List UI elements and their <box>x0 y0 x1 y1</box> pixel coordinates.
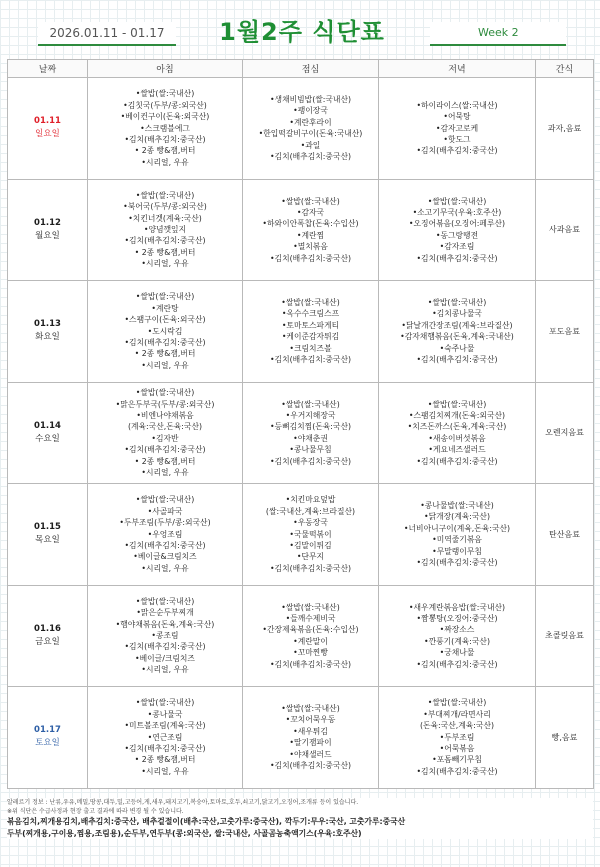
lunch-item: •케이준감자튀김 <box>281 332 340 342</box>
snack-cell: 과자,음료 <box>536 78 594 180</box>
table-header-row <box>8 60 594 78</box>
lunch-item: •새우튀김 <box>293 726 328 736</box>
column-header-lunch: 점심 <box>243 60 379 78</box>
breakfast-cell <box>88 179 243 281</box>
dinner-item: •쌀밥(쌀:국내산) <box>427 399 487 409</box>
breakfast-item: •베이글&크림치즈 <box>133 552 197 562</box>
lunch-item: •김치(배추김치:중국산) <box>269 253 352 263</box>
dinner-item: •쌀밥(쌀:국내산) <box>427 698 487 708</box>
page-header <box>0 0 600 52</box>
lunch-item: •김치(배추김치:중국산) <box>269 456 352 466</box>
lunch-item: •딸기잼파이 <box>289 738 332 748</box>
breakfast-cell <box>88 382 243 484</box>
breakfast-item: •김치(배추김치:중국산) <box>124 236 206 246</box>
dinner-item: •오징어볶음(오징어:페루산) <box>408 219 506 229</box>
breakfast-item: •시리얼, 우유 <box>141 563 189 573</box>
dinner-item: (돈육:국산,계육:국산) <box>419 721 495 731</box>
dinner-item: •새송이버섯볶음 <box>428 433 486 443</box>
dinner-item: •부대찌개/라면사리 <box>423 709 491 719</box>
lunch-cell <box>243 382 379 484</box>
column-header-dinner: 저녁 <box>379 60 536 78</box>
breakfast-item: • 2종 빵&잼,버터 <box>134 146 196 156</box>
dinner-item: •닭날개간장조림(계육:브라질산) <box>401 320 513 330</box>
day-date: 01.12 <box>34 217 61 228</box>
lunch-item: •우거지해장국 <box>285 410 336 420</box>
dinner-item: •김치(배추김치:중국산) <box>416 355 498 365</box>
lunch-item: •김치(배추김치:중국산) <box>269 659 352 669</box>
breakfast-item: •시리얼, 우유 <box>141 360 189 370</box>
dinner-item: •김치(배추김치:중국산) <box>416 456 498 466</box>
footer-notes <box>7 798 593 839</box>
dinner-item: •쌀밥(쌀:국내산) <box>427 196 487 206</box>
dinner-cell <box>379 78 536 180</box>
breakfast-item: •김치(배추김치:중국산) <box>124 540 206 550</box>
lunch-item: •들깨수제비국 <box>285 613 336 623</box>
dinner-item: •동그랑땡전 <box>435 230 479 240</box>
snack-cell: 초콜릿음료 <box>536 585 594 687</box>
breakfast-item: •맑은순두부찌개 <box>136 608 194 618</box>
dinner-item: •어묵볶음 <box>439 743 475 753</box>
dinner-item: •짜장소스 <box>439 625 475 635</box>
breakfast-item: •쌀밥(쌀:국내산) <box>135 596 195 606</box>
lunch-item: •김말이튀김 <box>289 540 332 550</box>
snack-cell: 사과음료 <box>536 179 594 281</box>
dinner-item: •핫도그 <box>443 134 471 144</box>
dinner-item: •스팸김치찌개(돈육:외국산) <box>408 410 506 420</box>
breakfast-item: •맑은두부국(두부/콩:외국산) <box>115 399 215 409</box>
lunch-item: •치킨마요덮밥 <box>285 495 336 505</box>
breakfast-item: •양념깻잎지 <box>143 225 187 235</box>
breakfast-item: •연근조림 <box>147 732 183 742</box>
snack-cell: 탄산음료 <box>536 484 594 586</box>
breakfast-item: • 2종 빵&잼,버터 <box>134 349 196 359</box>
breakfast-item: •시리얼, 우유 <box>141 259 189 269</box>
breakfast-item: •김치(배추김치:중국산) <box>124 337 206 347</box>
day-cell <box>8 281 88 383</box>
lunch-item: •팽이장국 <box>293 106 328 116</box>
lunch-cell <box>243 687 379 789</box>
lunch-item: •김치(배추김치:중국산) <box>269 563 352 573</box>
breakfast-item: •쌀밥(쌀:국내산) <box>135 388 195 398</box>
snack-cell: 포도음료 <box>536 281 594 383</box>
day-date: 01.17 <box>34 725 61 736</box>
lunch-item: •꼬치어묵우동 <box>285 715 336 725</box>
lunch-item: •쌀밥(쌀:국내산) <box>281 704 340 714</box>
lunch-cell <box>243 484 379 586</box>
lunch-item: •크림치즈볼 <box>289 343 332 353</box>
dinner-item: •게요네즈샐러드 <box>428 445 486 455</box>
dinner-item: •새우계란볶음밥(쌀:국내산) <box>408 602 506 612</box>
dinner-cell <box>379 179 536 281</box>
table-row <box>8 382 594 484</box>
breakfast-item: •시리얼, 우유 <box>141 467 189 477</box>
breakfast-item: •스팸구이(돈육:외국산) <box>124 315 206 325</box>
table-row <box>8 687 594 789</box>
day-date: 01.14 <box>34 420 61 431</box>
lunch-item: •야채샐러드 <box>289 749 332 759</box>
origin-info-kimchi: 볶음김치,찌개용김치,배추김치:중국산, 배추겉절이(배추:국산,고춧가루:중국산), 깍두기:무우:국산, 고춧가루:중국산 <box>7 817 406 826</box>
breakfast-item: •베이컨구이(돈육:외국산) <box>120 112 210 122</box>
breakfast-item: •김칫국(두부/콩:외국산) <box>123 100 207 110</box>
breakfast-item: (계육:국산,돈육:국산) <box>127 422 203 432</box>
snack-cell: 오렌지음료 <box>536 382 594 484</box>
breakfast-item: •계란탕 <box>151 303 179 313</box>
column-header-snack: 간식 <box>536 60 594 78</box>
breakfast-item: •쌀밥(쌀:국내산) <box>135 89 195 99</box>
day-weekday: 목요일 <box>35 535 60 546</box>
lunch-item: •감자국 <box>296 207 325 217</box>
breakfast-cell <box>88 281 243 383</box>
table-row <box>8 484 594 586</box>
lunch-item: •토마토스파게티 <box>281 320 340 330</box>
lunch-item: •간장제육볶음(돈육:수입산) <box>262 625 359 635</box>
day-weekday: 일요일 <box>35 129 60 140</box>
lunch-cell <box>243 281 379 383</box>
breakfast-item: •쌀밥(쌀:국내산) <box>135 495 195 505</box>
lunch-item: •쌀밥(쌀:국내산) <box>281 399 340 409</box>
dinner-item: •어묵탕 <box>443 112 471 122</box>
snack-cell: 빵,음료 <box>536 687 594 789</box>
lunch-item: •하와이안폭찹(돈육:수입산) <box>262 219 359 229</box>
breakfast-item: •콩나물국 <box>147 709 183 719</box>
day-cell <box>8 484 88 586</box>
breakfast-item: •김치(배추김치:중국산) <box>124 743 206 753</box>
lunch-item: •콩나물무침 <box>289 445 332 455</box>
lunch-item: •꼬마찐빵 <box>293 648 328 658</box>
table-row <box>8 179 594 281</box>
dinner-item: •깐풍기(계육:국산) <box>423 636 491 646</box>
breakfast-item: •도시락김 <box>147 326 183 336</box>
dinner-cell <box>379 585 536 687</box>
lunch-item: •생채비빔밥(쌀:국내산) <box>269 95 352 105</box>
lunch-item: •쌀밥(쌀:국내산) <box>281 602 340 612</box>
origin-info-tofu: 두부(찌개용,구이용,찜용,조림용),순두부,연두부(콩:외국산, 쌀:국내산, 사골곰농축액기스(우육:호주산) <box>7 828 362 838</box>
dinner-cell <box>379 382 536 484</box>
dinner-item: •김치(배추김치:중국산) <box>416 659 498 669</box>
breakfast-item: •스크램블에그 <box>140 123 190 133</box>
lunch-cell <box>243 179 379 281</box>
dinner-cell <box>379 687 536 789</box>
day-cell <box>8 687 88 789</box>
dinner-item: •치즈돈까스(돈육,계육:국산) <box>407 422 507 432</box>
lunch-item: •쌀밥(쌀:국내산) <box>281 298 340 308</box>
dinner-item: •무말랭이무침 <box>432 546 482 556</box>
lunch-item: •계란찜 <box>296 230 325 240</box>
table-row <box>8 585 594 687</box>
lunch-cell <box>243 78 379 180</box>
menu-table <box>7 59 594 789</box>
lunch-item: •국물떡볶이 <box>289 529 332 539</box>
lunch-item: •옥수수크림스프 <box>281 309 340 319</box>
breakfast-item: •김자반 <box>151 433 179 443</box>
dinner-item: •너비아니구이(계육,돈육:국산) <box>403 523 511 533</box>
breakfast-item: •베이글/크림치즈 <box>135 653 195 663</box>
dinner-cell <box>379 484 536 586</box>
breakfast-cell <box>88 585 243 687</box>
breakfast-item: •김치(배추김치:중국산) <box>124 642 206 652</box>
day-weekday: 토요일 <box>35 738 60 749</box>
breakfast-item: •김치(배추김치:중국산) <box>124 445 206 455</box>
dinner-item: •짬뽕탕(오징어:중국산) <box>416 613 498 623</box>
breakfast-item: •비엔나야채볶음 <box>136 410 194 420</box>
breakfast-item: •시리얼, 우유 <box>141 766 189 776</box>
day-weekday: 금요일 <box>35 636 60 647</box>
dinner-item: •소고기무국(우육:호주산) <box>412 207 502 217</box>
lunch-item: •계란말이 <box>293 636 328 646</box>
lunch-item: (쌀:국내산,계육:브라질산) <box>265 506 356 516</box>
menu-body <box>8 78 594 789</box>
breakfast-cell <box>88 78 243 180</box>
column-header-breakfast: 아침 <box>88 60 243 78</box>
day-date: 01.16 <box>34 623 61 634</box>
dinner-cell <box>379 281 536 383</box>
dinner-item: •두부조림 <box>439 732 475 742</box>
lunch-item: •한입떡갈비구이(돈육:국내산) <box>258 129 363 139</box>
breakfast-item: •쌀밥(쌀:국내산) <box>135 292 195 302</box>
dinner-item: •닭개장(계육:국산) <box>423 512 491 522</box>
dinner-item: •하이라이스(쌀:국내산) <box>416 100 498 110</box>
lunch-item: •김치(배추김치:중국산) <box>269 355 352 365</box>
dinner-item: •콩나물밥(쌀:국내산) <box>420 501 494 511</box>
table-row <box>8 78 594 180</box>
page-title: 1월2주 식단표 <box>219 18 385 46</box>
breakfast-cell <box>88 484 243 586</box>
breakfast-item: •콩조림 <box>151 631 179 641</box>
breakfast-item: •김치(배추김치:중국산) <box>124 134 206 144</box>
dinner-item: •쌀밥(쌀:국내산) <box>427 298 487 308</box>
day-date: 01.15 <box>34 522 61 533</box>
date-range: 2026.01.11 - 01.17 <box>38 22 176 46</box>
dinner-item: •숙주나물 <box>439 343 475 353</box>
breakfast-item: • 2종 빵&잼,버터 <box>134 456 196 466</box>
dinner-item: •김치(배추김치:중국산) <box>416 558 498 568</box>
breakfast-item: • 2종 빵&잼,버터 <box>134 755 196 765</box>
breakfast-item: •쌀밥(쌀:국내산) <box>135 190 195 200</box>
dinner-item: •감자채햄볶음(돈육,계육:국내산) <box>400 332 514 342</box>
day-cell <box>8 78 88 180</box>
dinner-item: •김치콩나물국 <box>432 309 482 319</box>
lunch-item: •우동장국 <box>293 518 328 528</box>
breakfast-item: •시리얼, 우유 <box>141 665 189 675</box>
lunch-item: •쌀밥(쌀:국내산) <box>281 196 340 206</box>
column-header-date: 날짜 <box>8 60 88 78</box>
breakfast-item: •북어국(두부/콩:외국산) <box>123 202 207 212</box>
lunch-item: •등뼈김치찜(돈육:국산) <box>269 422 352 432</box>
breakfast-cell <box>88 687 243 789</box>
breakfast-item: •사골파국 <box>147 506 183 516</box>
day-weekday: 수요일 <box>35 433 60 444</box>
dinner-item: •김치(배추김치:중국산) <box>416 766 498 776</box>
dinner-item: •김치(배추김치:중국산) <box>416 146 498 156</box>
breakfast-item: •미트볼조림(계육:국산) <box>124 721 206 731</box>
day-date: 01.13 <box>34 319 61 330</box>
lunch-item: •단무지 <box>296 552 325 562</box>
lunch-item: •야채춘권 <box>293 433 328 443</box>
dinner-item: •김치(배추김치:중국산) <box>416 253 498 263</box>
breakfast-item: •두부조림(두부/콩:외국산) <box>119 518 211 528</box>
dinner-item: •궁채나물 <box>439 648 475 658</box>
dinner-item: •감자조림 <box>439 242 475 252</box>
breakfast-item: • 2종 빵&잼,버터 <box>134 247 196 257</box>
day-cell <box>8 179 88 281</box>
breakfast-item: •시리얼, 우유 <box>141 157 189 167</box>
lunch-item: •멸치볶음 <box>293 242 328 252</box>
day-cell <box>8 585 88 687</box>
breakfast-item: •치킨너겟(계육:국산) <box>128 213 202 223</box>
lunch-item: •계란후라이 <box>289 117 332 127</box>
lunch-item: •과일 <box>300 140 321 150</box>
day-cell <box>8 382 88 484</box>
day-date: 01.11 <box>34 116 61 127</box>
breakfast-item: •우엉조림 <box>147 529 183 539</box>
lunch-item: •김치(배추김치:중국산) <box>269 152 352 162</box>
day-weekday: 월요일 <box>35 230 60 241</box>
lunch-cell <box>243 585 379 687</box>
day-weekday: 화요일 <box>35 332 60 343</box>
dinner-item: •미역줄기볶음 <box>432 535 482 545</box>
table-row <box>8 281 594 383</box>
breakfast-item: •햄야채볶음(돈육,계육:국산) <box>115 619 215 629</box>
week-label: Week 2 <box>430 22 566 46</box>
lunch-item: •김치(배추김치:중국산) <box>269 761 352 771</box>
dinner-item: •포돔빼기무침 <box>432 755 482 765</box>
allergy-info: 알레르기 정보 : 난류,우유,메밀,땅콩,대두,밀,고등어,게,새우,돼지고기,복숭아,토마토,호두,쇠고기,닭고기,오징어,조개류 등이 있습니다. <box>7 799 359 806</box>
change-notice: ※위 식단은 수급사정과 현장 출고 결과에 따라 변경 될 수 있습니다. <box>7 808 184 815</box>
breakfast-item: •쌀밥(쌀:국내산) <box>135 698 195 708</box>
dinner-item: •감자고로케 <box>435 123 479 133</box>
